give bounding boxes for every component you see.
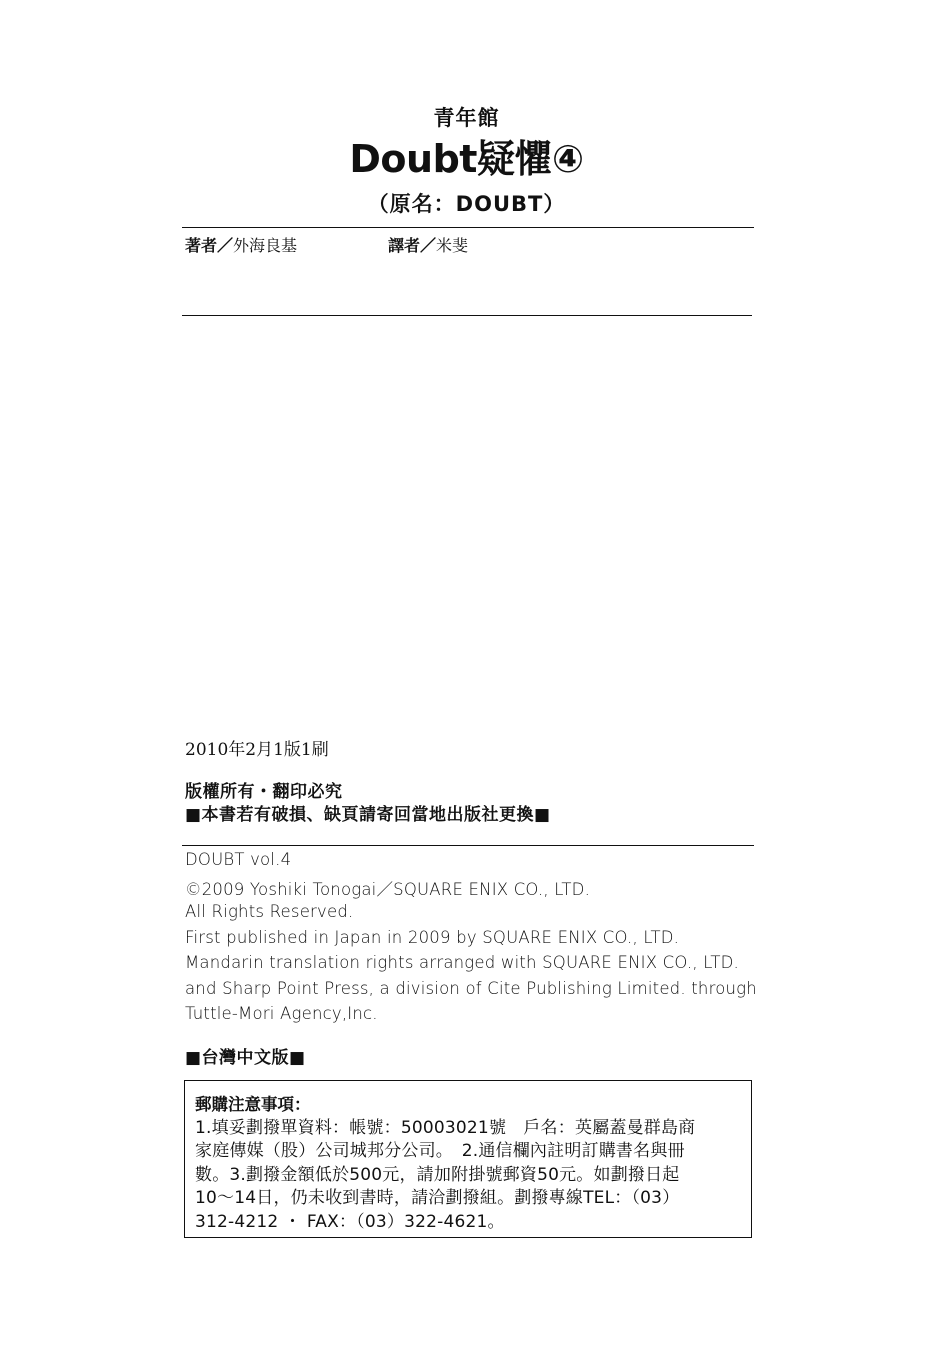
book-title: Doubt疑懼④ <box>349 137 584 181</box>
translator-name: 米斐 <box>436 236 469 255</box>
english-line: All Rights Reserved. <box>185 902 354 921</box>
author-label: 著者／ <box>185 236 234 255</box>
notice-line: 312-4212 ・ FAX：（03）322-4621。 <box>195 1211 505 1232</box>
notice-title: 郵購注意事項： <box>195 1095 311 1114</box>
original-title: （原名：DOUBT） <box>367 192 566 216</box>
english-line: First published in Japan in 2009 by SQUARE ENIX CO., LTD. <box>185 928 680 947</box>
divider-credits <box>182 315 752 316</box>
divider-top <box>182 227 754 228</box>
copyright-notice: 版權所有・翻印必究 <box>185 782 343 802</box>
author-name: 外海良基 <box>233 236 298 255</box>
mail-order-notice-box <box>184 1080 752 1238</box>
translator-credit <box>388 233 468 256</box>
damage-notice: ■本書若有破損、缺頁請寄回當地出版社更換■ <box>185 805 551 825</box>
notice-line: 數。3.劃撥金額低於500元，請加附掛號郵資50元。如劃撥日起 <box>195 1164 680 1185</box>
english-line: Tuttle-Mori Agency,Inc. <box>185 1004 378 1023</box>
notice-line: 10～14日，仍未收到書時，請洽劃撥組。劃撥專線TEL：（03） <box>195 1188 680 1208</box>
translator-label: 譯者／ <box>388 236 437 255</box>
publisher-name: 青年館 <box>433 106 500 130</box>
notice-line: 1.填妥劃撥單資料：帳號：50003021號 戶名：英屬蓋曼群島商 <box>195 1117 696 1138</box>
taiwan-edition-label: ■台灣中文版■ <box>185 1048 306 1068</box>
english-line: DOUBT vol.4 <box>185 850 292 869</box>
english-line: and Sharp Point Press, a division of Cite Publishing Limited. through <box>185 979 757 998</box>
english-line: Mandarin translation rights arranged with SQUARE ENIX CO., LTD. <box>185 953 739 972</box>
author-credit <box>185 233 297 256</box>
english-line: ©2009 Yoshiki Tonogai／SQUARE ENIX CO., LTD. <box>185 880 591 899</box>
notice-line: 家庭傳媒（股）公司城邦分公司。 2.通信欄內註明訂購書名與冊 <box>195 1141 685 1161</box>
divider-english <box>182 845 754 846</box>
edition-date: 2010年2月1版1刷 <box>185 740 329 760</box>
